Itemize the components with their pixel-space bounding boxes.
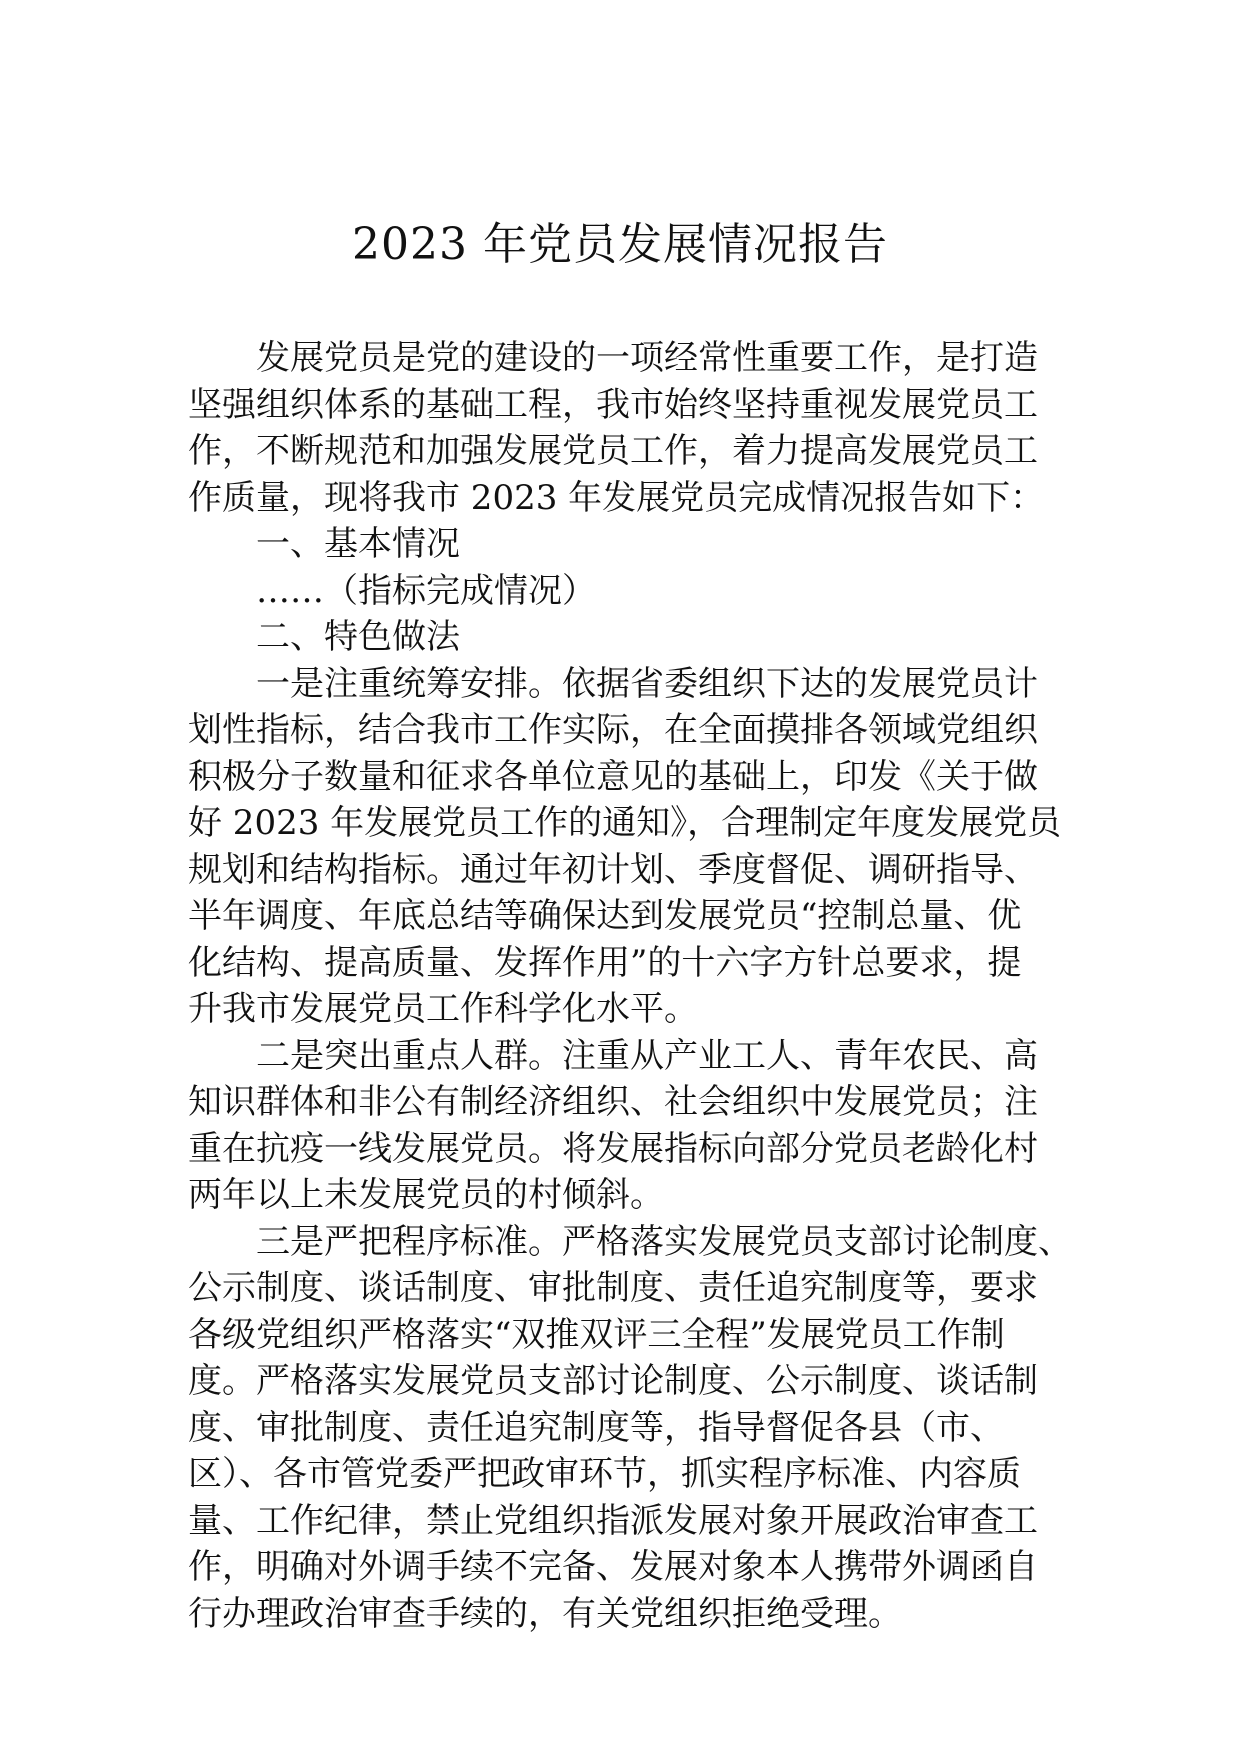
paragraph-line: 坚强组织体系的基础工程，我市始终坚持重视发展党员工 <box>188 384 1038 425</box>
paragraph-line: 积极分子数量和征求各单位意见的基础上，印发《关于做 <box>188 756 1038 797</box>
section-heading: 二、特色做法 <box>256 617 460 657</box>
document-body <box>188 335 1072 1637</box>
paragraph-line: 发展党员是党的建设的一项经常性重要工作，是打造 <box>256 338 1038 378</box>
paragraph-line: 规划和结构指标。通过年初计划、季度督促、调研指导、 <box>188 849 1038 890</box>
paragraph-line: 一是注重统筹安排。依据省委组织下达的发展党员计 <box>256 663 1038 704</box>
paragraph-line: 区）、各市管党委严把政审环节，抓实程序标准、内容质 <box>188 1454 1021 1494</box>
paragraph-line: 半年调度、年底总结等确保达到发展党员“控制总量、优 <box>188 896 1022 936</box>
document-title: 2023 年党员发展情况报告 <box>352 219 888 270</box>
paragraph-line: 化结构、提高质量、发挥作用”的十六字方针总要求，提 <box>188 942 1022 983</box>
paragraph-line: 作质量，现将我市 2023 年发展党员完成情况报告如下： <box>188 477 1045 518</box>
paragraph-line: 两年以上未发展党员的村倾斜。 <box>188 1175 664 1215</box>
paragraph-line: 重在抗疫一线发展党员。将发展指标向部分党员老龄化村 <box>188 1128 1038 1169</box>
paragraph-line: 划性指标，结合我市工作实际，在全面摸排各领域党组织 <box>188 710 1038 750</box>
paragraph-line: 升我市发展党员工作科学化水平。 <box>188 989 698 1029</box>
paragraph-line: 三是严把程序标准。严格落实发展党员支部讨论制度、 <box>256 1221 1072 1262</box>
paragraph-line: 作，明确对外调手续不完备、发展对象本人携带外调函自 <box>188 1547 1038 1587</box>
paragraph-line: 量、工作纪律，禁止党组织指派发展对象开展政治审查工 <box>188 1500 1038 1541</box>
paragraph-line: 各级党组织严格落实“双推双评三全程”发展党员工作制 <box>188 1314 1005 1355</box>
paragraph-line: 行办理政治审查手续的，有关党组织拒绝受理。 <box>188 1593 902 1634</box>
paragraph-line: 好 2023 年发展党员工作的通知》，合理制定年度发展党员 <box>188 803 1062 843</box>
paragraph-line: 二是突出重点人群。注重从产业工人、青年农民、高 <box>256 1035 1038 1076</box>
paragraph-line: 作，不断规范和加强发展党员工作，着力提高发展党员工 <box>188 431 1038 471</box>
section-heading: 一、基本情况 <box>256 524 460 564</box>
paragraph-line: 公示制度、谈话制度、审批制度、责任追究制度等，要求 <box>188 1268 1038 1308</box>
paragraph-line: 度、审批制度、责任追究制度等，指导督促各县（市、 <box>188 1407 1004 1448</box>
paragraph-line: 知识群体和非公有制经济组织、社会组织中发展党员；注 <box>188 1082 1038 1122</box>
paragraph-line: ……（指标完成情况） <box>256 570 596 611</box>
paragraph-line: 度。严格落实发展党员支部讨论制度、公示制度、谈话制 <box>188 1361 1038 1401</box>
